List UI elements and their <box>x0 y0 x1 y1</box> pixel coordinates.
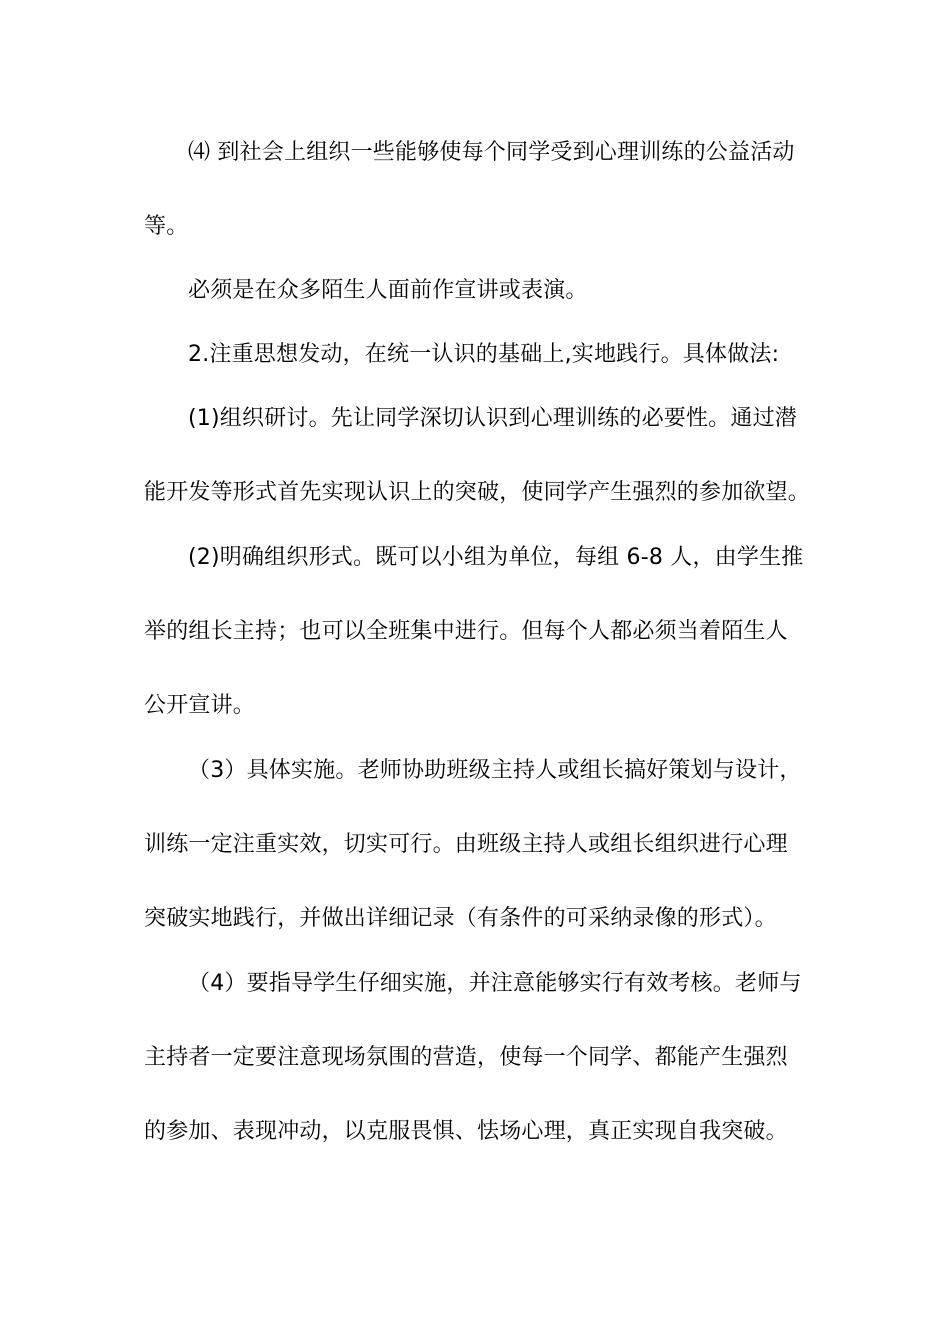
text-line: 2.注重思想发动，在统一认识的基础上,实地践行。具体做法: <box>188 342 780 367</box>
text-line: 等。 <box>144 214 189 239</box>
text-line: 的参加、表现冲动，以克服畏惧、怯场心理，真正实现自我突破。 <box>144 1119 788 1144</box>
text-line: 能开发等形式首先实现认识上的突破，使同学产生强烈的参加欲望。 <box>144 480 811 505</box>
text-line: 必须是在众多陌生人面前作宣讲或表演。 <box>188 278 588 303</box>
text-line: 举的组长主持；也可以全班集中进行。但每个人都必须当着陌生人 <box>144 619 788 644</box>
text-line: (2)明确组织形式。既可以小组为单位，每组 6-8 人，由学生推 <box>188 545 804 570</box>
text-line: ⑷ 到社会上组织一些能够使每个同学受到心理训练的公益活动 <box>188 140 795 165</box>
text-line: 主持者一定要注意现场氛围的营造，使每一个同学、都能产生强烈 <box>144 1045 788 1070</box>
text-line: 公开宣讲。 <box>144 693 256 718</box>
text-line: （4）要指导学生仔细实施，并注意能够实行有效考核。老师与 <box>188 971 802 996</box>
text-line: （3）具体实施。老师协助班级主持人或组长搞好策划与设计， <box>188 758 802 783</box>
text-line: 训练一定注重实效，切实可行。由班级主持人或组长组织进行心理 <box>144 832 788 857</box>
text-line: 突破实地践行，并做出详细记录（有条件的可采纳录像的形式）。 <box>144 906 777 931</box>
text-line: (1)组织研讨。先让同学深切认识到心理训练的必要性。通过潜 <box>188 406 797 431</box>
